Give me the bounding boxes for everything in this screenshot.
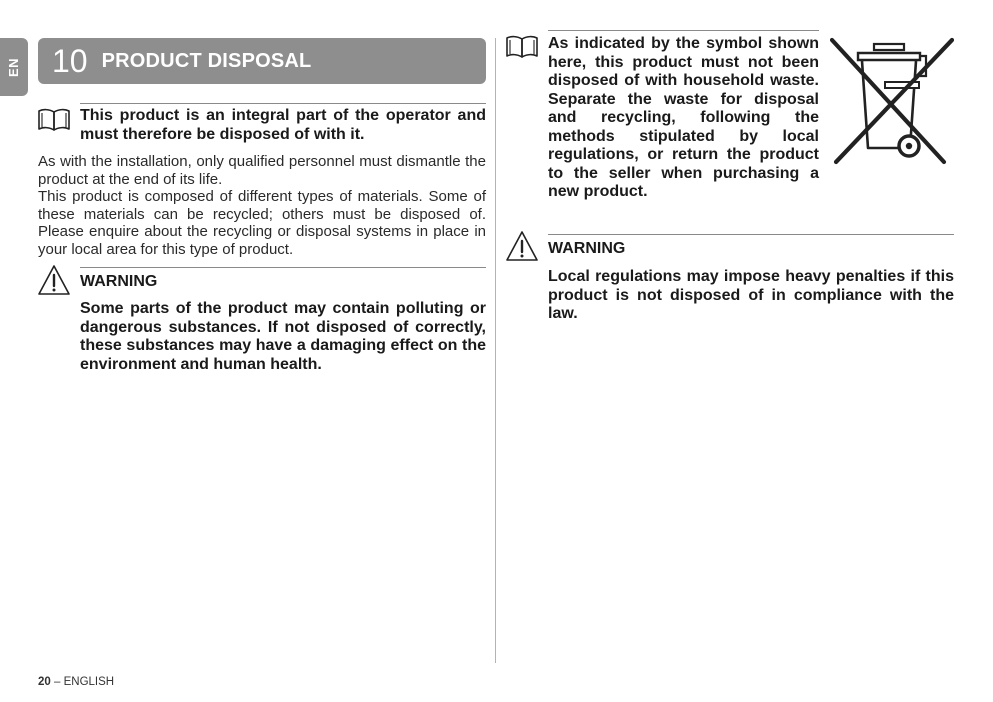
language-tab-label: EN bbox=[6, 57, 22, 77]
book-icon bbox=[37, 107, 71, 133]
warning-title: WARNING bbox=[548, 240, 626, 257]
note-text: As indicated by the symbol shown here, this product must not been disposed of with household waste. Separate the waste for disposal and recycling, following the methods stipulated by local regulations, or return the product to the seller when purchasing a new product. bbox=[548, 35, 819, 200]
section-number: 10 bbox=[52, 42, 88, 79]
warning-triangle-icon bbox=[37, 264, 71, 296]
language-tab bbox=[0, 38, 28, 96]
note-text: This product is an integral part of the operator and must therefore be disposed of with it. bbox=[80, 107, 486, 143]
warning-triangle-icon bbox=[505, 230, 539, 262]
warning-rule bbox=[80, 267, 486, 268]
footer-separator: – bbox=[50, 676, 64, 688]
crossed-out-wheelie-bin-icon bbox=[830, 36, 954, 166]
warning-rule bbox=[548, 234, 954, 235]
column-divider bbox=[495, 38, 496, 663]
body-paragraph: As with the installation, only qualified personnel must dismantle the product at the end of its life. bbox=[38, 153, 486, 188]
section-title: PRODUCT DISPOSAL bbox=[101, 49, 312, 72]
page-footer bbox=[38, 676, 114, 688]
note-rule bbox=[548, 30, 819, 31]
warning-text: Local regulations may impose heavy penalties if this product is not disposed of in compliance with the law. bbox=[548, 268, 954, 322]
section-header bbox=[38, 38, 486, 84]
book-icon bbox=[505, 34, 539, 60]
warning-text: Some parts of the product may contain polluting or dangerous substances. If not disposed of correctly, these substances may have a damaging effect on the environment and human health. bbox=[80, 300, 486, 373]
body-text bbox=[38, 153, 486, 259]
note-rule bbox=[80, 103, 486, 104]
footer-language: ENGLISH bbox=[63, 676, 115, 688]
page-number: 20 bbox=[38, 676, 51, 688]
body-paragraph: This product is composed of different types of materials. Some of these materials can be recycled; others must be disposed of. Please enquire about the recycling or disposal systems in place in your local area for this type of product. bbox=[38, 188, 486, 258]
warning-title: WARNING bbox=[80, 273, 158, 290]
